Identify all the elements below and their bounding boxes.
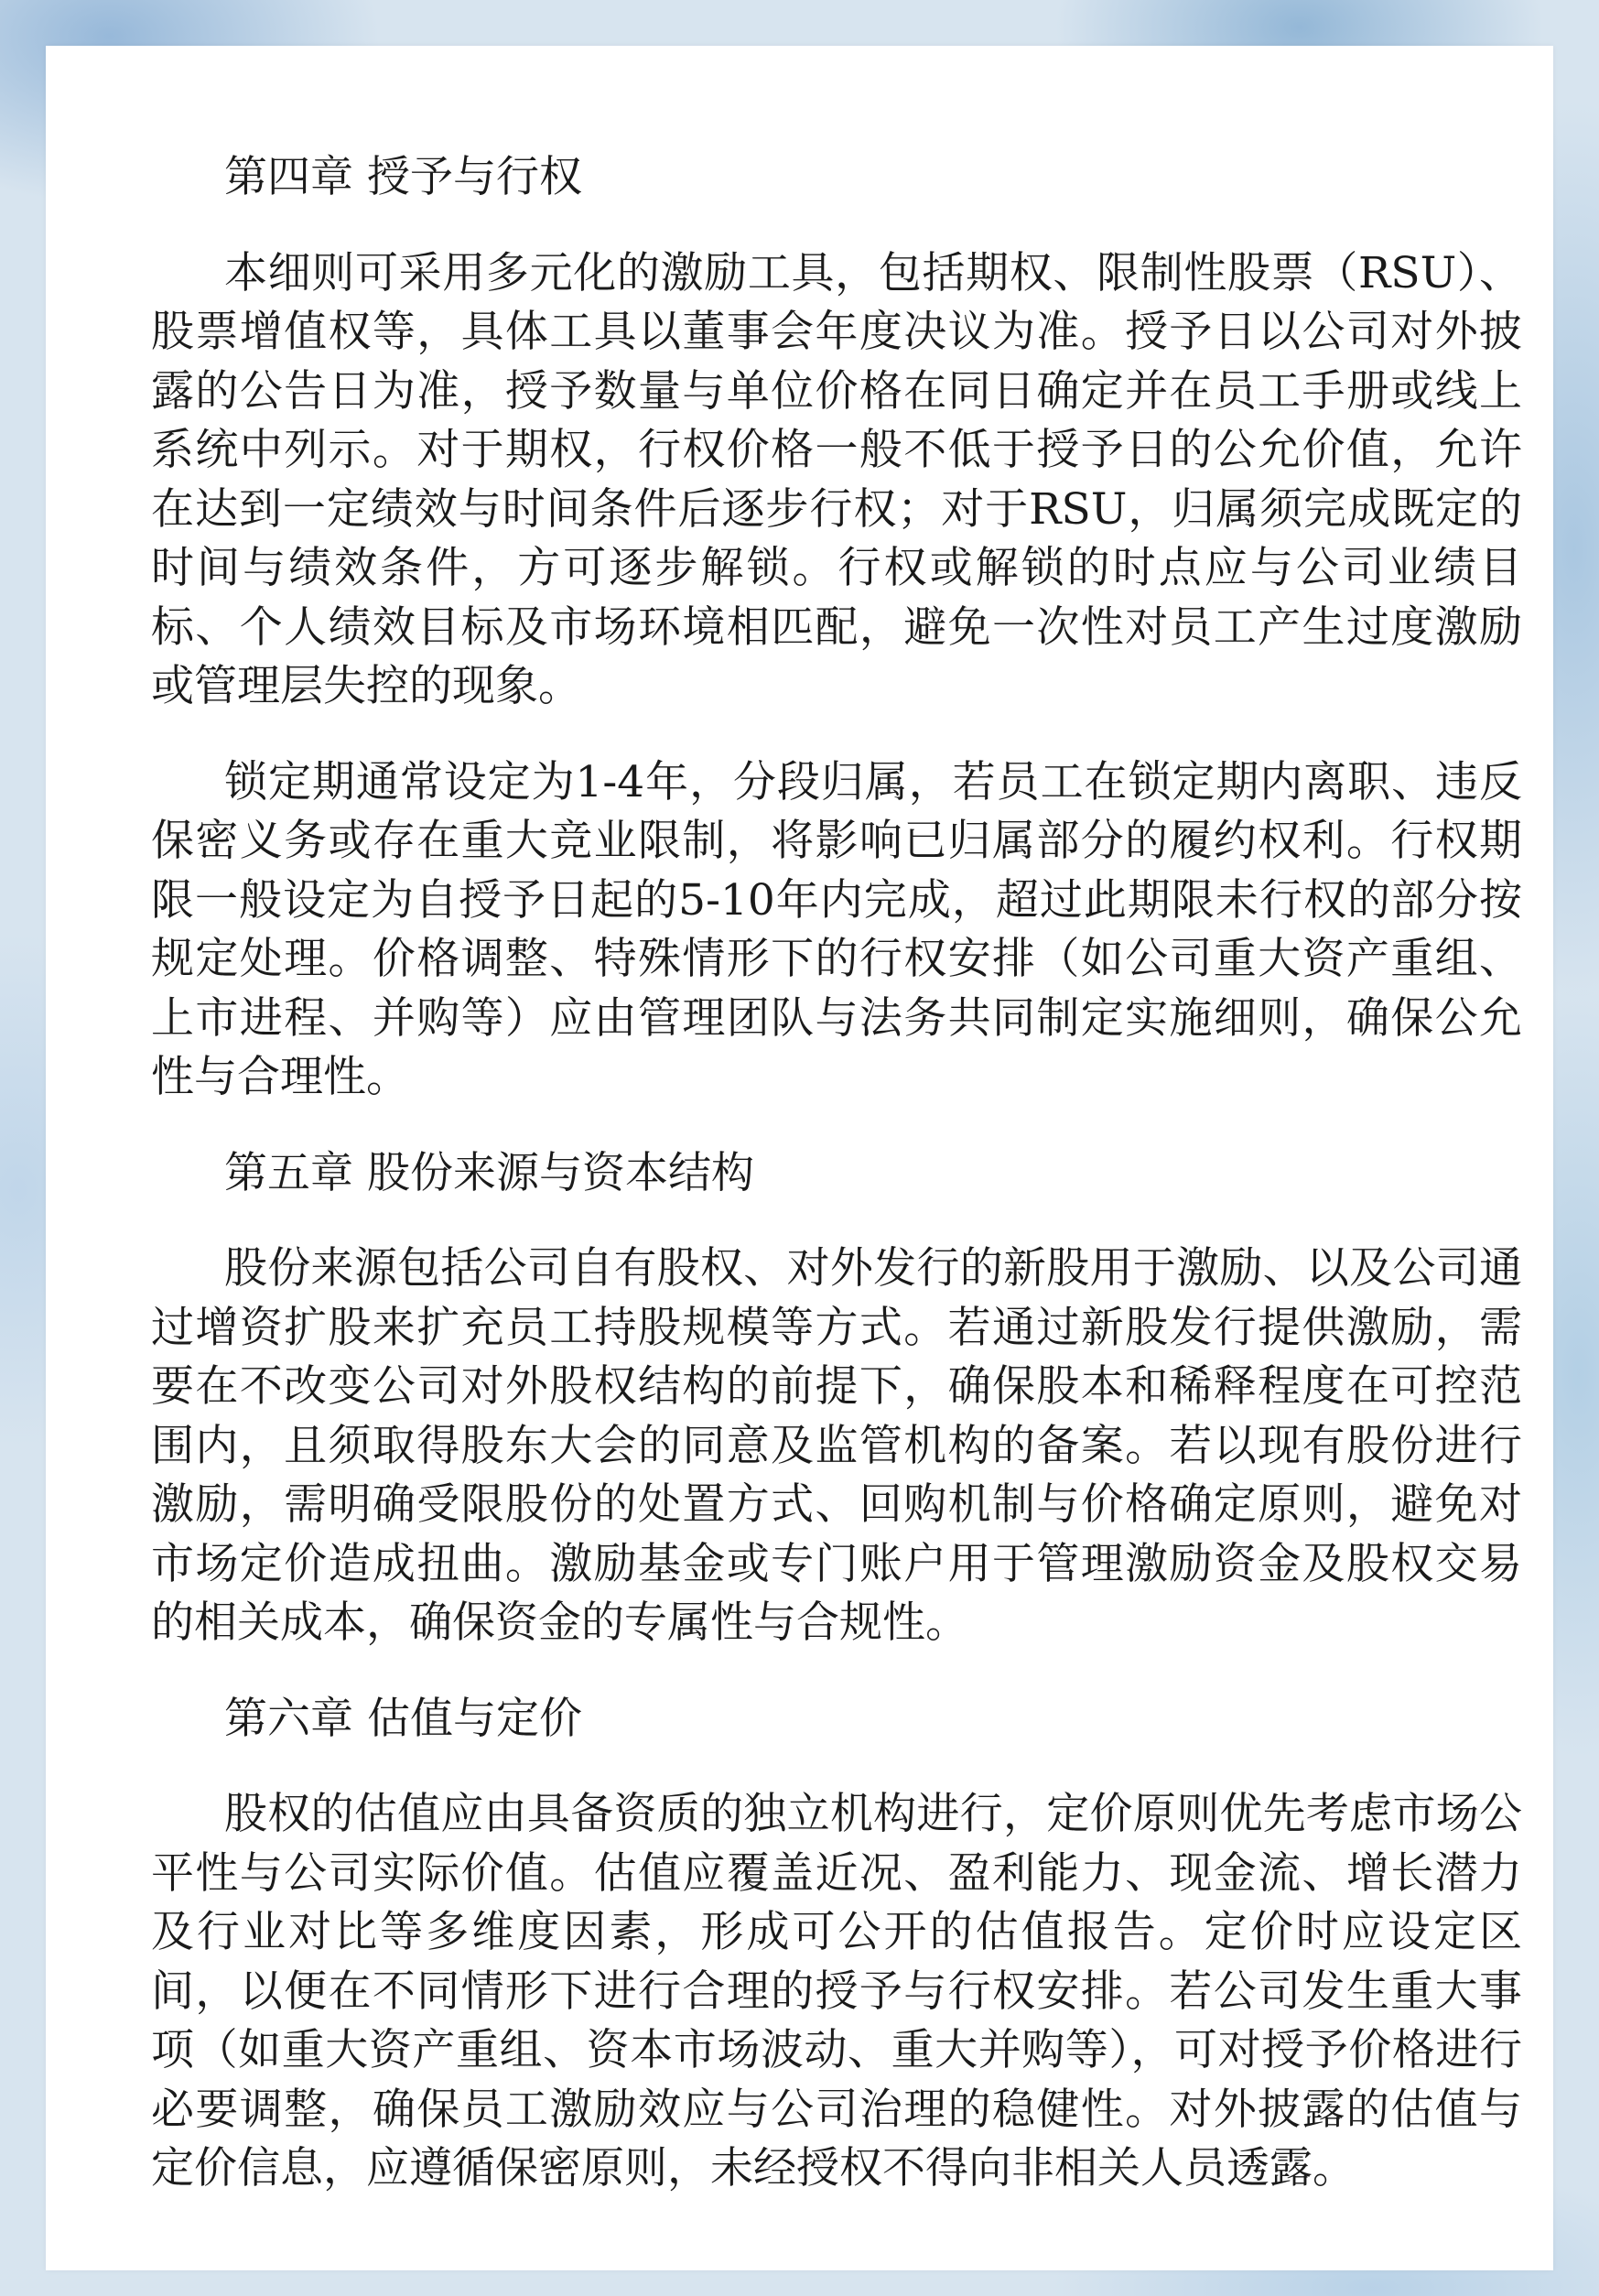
document-body xyxy=(151,148,1522,2236)
chapter-4-paragraph-1: 本细则可采用多元化的激励工具，包括期权、限制性股票（RSU）、股票增值权等，具体工具以董事会年度决议为准。授予日以公司对外披露的公告日为准，授予数量与单位价格在同日确定并在员工手册或线上系统中列示。对于期权，行权价格一般不低于授予日的公允价值，允许在达到一定绩效与时间条件后逐步行权；对于RSU，归属须完成既定的时间与绩效条件，方可逐步解锁。行权或解锁的时点应与公司业绩目标、个人绩效目标及市场环境相匹配，避免一次性对员工产生过度激励或管理层失控的现象。 xyxy=(151,247,1522,711)
chapter-4-paragraph-2: 锁定期通常设定为1-4年，分段归属，若员工在锁定期内离职、违反保密义务或存在重大竞业限制，将影响已归属部分的履约权利。行权期限一般设定为自授予日起的5-10年内完成，超过此期限未行权的部分按规定处理。价格调整、特殊情形下的行权安排（如公司重大资产重组、上市进程、并购等）应由管理团队与法务共同制定实施细则，确保公允性与合理性。 xyxy=(151,756,1522,1102)
chapter-6-heading: 第六章 估值与定价 xyxy=(224,1693,582,1744)
chapter-6-paragraph-1: 股权的估值应由具备资质的独立机构进行，定价原则优先考虑市场公平性与公司实际价值。估值应覆盖近况、盈利能力、现金流、增长潜力及行业对比等多维度因素，形成可公开的估值报告。定价时应设定区间，以便在不同情形下进行合理的授予与行权安排。若公司发生重大事项（如重大资产重组、资本市场波动、重大并购等），可对授予价格进行必要调整，确保员工激励效应与公司治理的稳健性。对外披露的估值与定价信息，应遵循保密原则，未经授权不得向非相关人员透露。 xyxy=(151,1789,1522,2193)
document-page xyxy=(46,46,1553,2270)
chapter-5-heading: 第五章 股份来源与资本结构 xyxy=(224,1147,754,1198)
chapter-4-heading: 第四章 授予与行权 xyxy=(224,152,582,202)
chapter-5-paragraph-1: 股份来源包括公司自有股权、对外发行的新股用于激励、以及公司通过增资扩股来扩充员工持股规模等方式。若通过新股发行提供激励，需要在不改变公司对外股权结构的前提下，确保股本和稀释程度在可控范围内，且须取得股东大会的同意及监管机构的备案。若以现有股份进行激励，需明确受限股份的处置方式、回购机制与价格确定原则，避免对市场定价造成扭曲。激励基金或专门账户用于管理激励资金及股权交易的相关成本，确保资金的专属性与合规性。 xyxy=(151,1243,1522,1648)
